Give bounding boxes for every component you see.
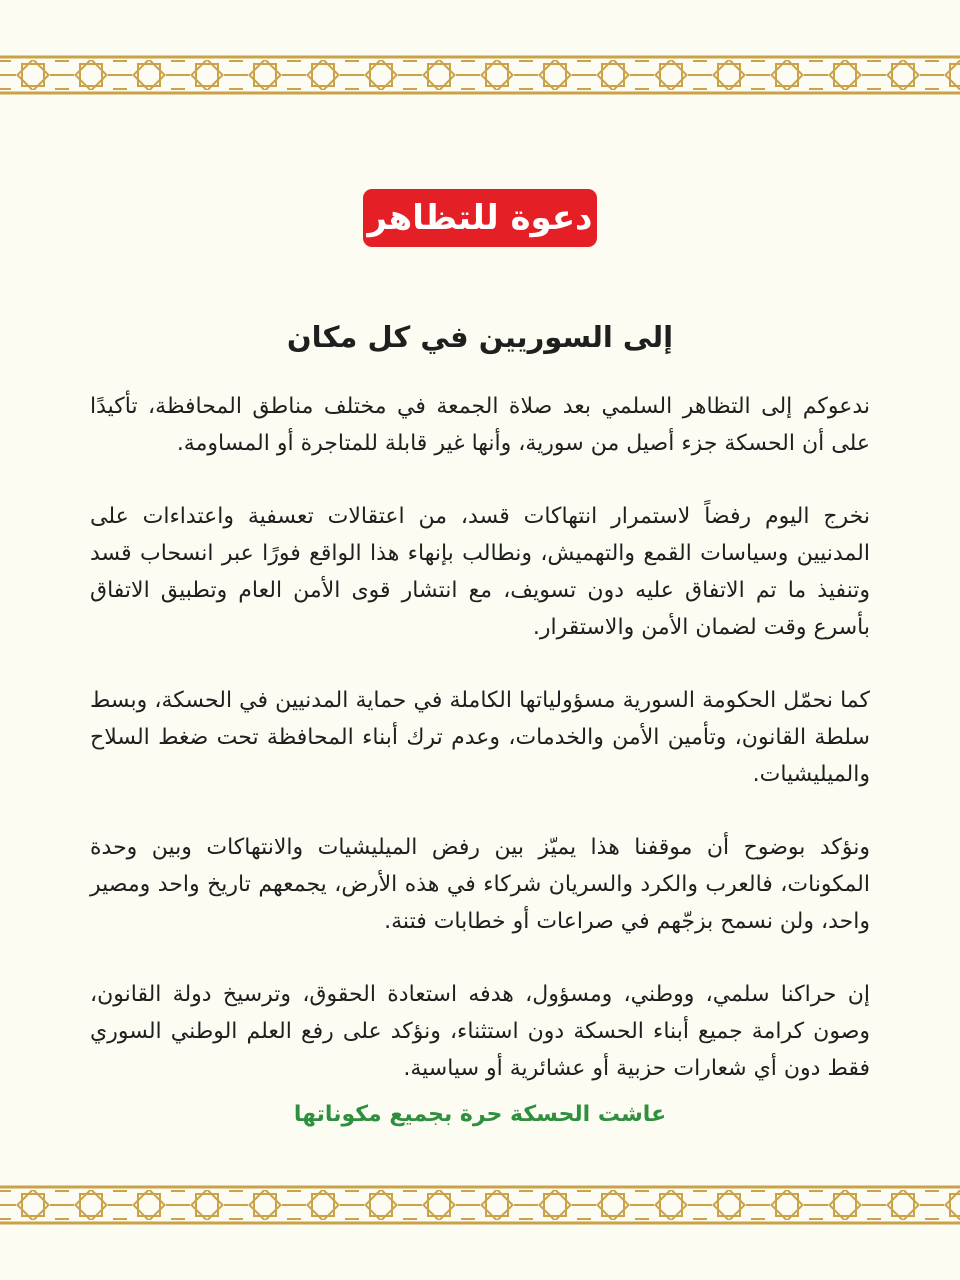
paragraph: ندعوكم إلى التظاهر السلمي بعد صلاة الجمعة في مختلف مناطق المحافظة، تأكيدًا على أن الحسكة جزء أصيل من سورية، وأنها غير قابلة للمتاجرة أو المساومة. (90, 394, 870, 456)
geometric-star-pattern-icon (0, 55, 960, 95)
geometric-star-pattern-icon (0, 1185, 960, 1225)
top-decorative-border (0, 55, 960, 95)
closing-slogan: عاشت الحسكة حرة بجميع مكوناتها (293, 1102, 667, 1127)
body-text (90, 388, 870, 1123)
page-title: دعوة للتظاهر (363, 189, 597, 247)
paragraph: كما نحمّل الحكومة السورية مسؤولياتها الكاملة في حماية المدنيين في الحسكة، وبسط سلطة القانون، وتأمين الأمن والخدمات، وعدم ترك أبناء المحافظة تحت ضغط السلاح والميليشيات. (90, 688, 870, 787)
paragraph: ونؤكد بوضوح أن موقفنا هذا يميّز بين رفض الميليشيات والانتهاكات وبين وحدة المكونات، فالعرب والكرد والسريان شركاء في هذه الأرض، يجمعهم تاريخ واحد ومصير واحد، ولن نسمح بزجّهم في صراعات أو خطابات فتنة. (90, 835, 870, 934)
paragraph: نخرج اليوم رفضاً لاستمرار انتهاكات قسد، من اعتقالات تعسفية واعتداءات على المدنيين وسياسات القمع والتهميش، ونطالب بإنهاء هذا الواقع فورًا عبر انسحاب قسد وتنفيذ ما تم الاتفاق عليه دون تسويف، مع انتشار قوى الأمن العام وتطبيق الاتفاق بأسرع وقت لضمان الأمن والاستقرار. (90, 504, 870, 640)
subtitle: إلى السوريين في كل مكان (286, 320, 674, 354)
paragraph: إن حراكنا سلمي، ووطني، ومسؤول، هدفه استعادة الحقوق، وترسيخ دولة القانون، وصون كرامة جميع أبناء الحسكة دون استثناء، ونؤكد على رفع العلم الوطني السوري فقط دون أي شعارات حزبية أو عشائرية أو سياسية. (90, 982, 870, 1081)
bottom-decorative-border (0, 1185, 960, 1225)
